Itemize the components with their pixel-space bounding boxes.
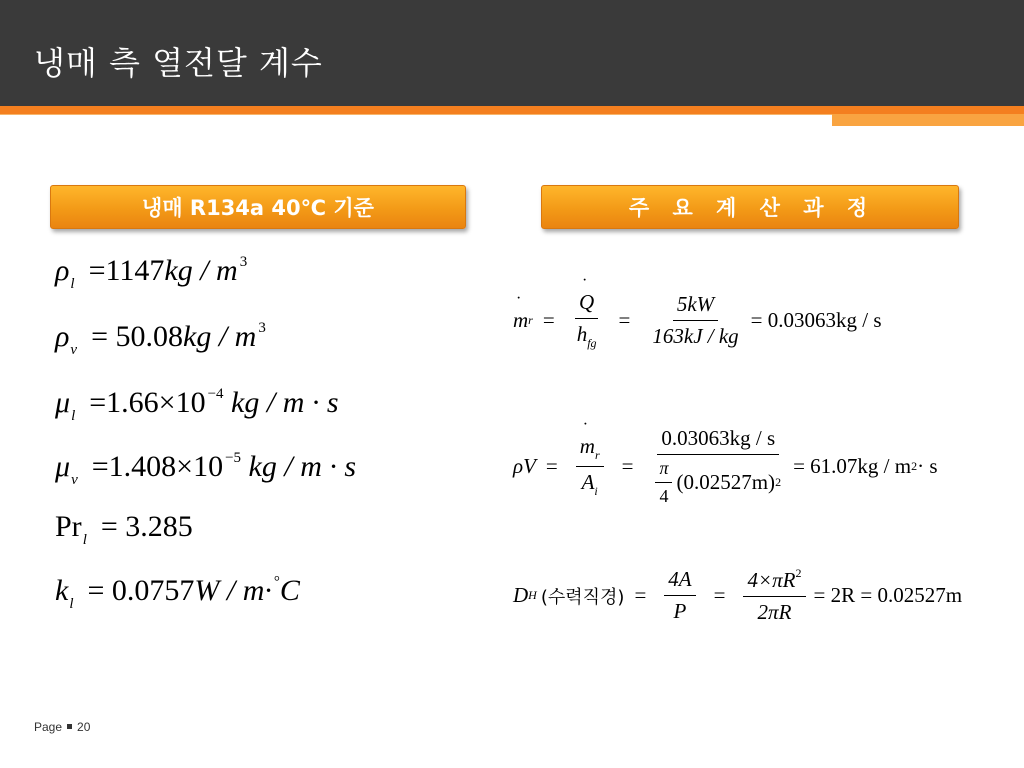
property-thermal-conductivity: $k_l = 0.0757W / m\cdot ^\circ C$ <box>55 574 300 612</box>
equation-hydraulic-diameter: D H (수력직경) = $\frac{4A}{P}$ = $\frac{4\times\pi R^2}{2\pi R}$ = 2R = 0.02527m <box>513 566 963 624</box>
slide-title: 냉매 측 열전달 계수 <box>34 44 323 82</box>
page-label: Page <box>34 720 63 734</box>
property-liquid-density: $\rho_l =1147kg / m$ $^3$ <box>55 254 248 292</box>
header-accent-block <box>832 114 1024 126</box>
equation-mass-flow-rate: · m r = · $\frac{Q}{h_{fg}}$ = $\frac{5kW}{163kJ / kg}$ = 0.03063kg / s <box>513 290 882 351</box>
equation-mass-flux: ρV = · $\frac{m_r}{A_i}$ = 0.03063kg / s $\frac{\pi}{4}$ (0.02527m) 2 = 61.07kg / m 2 · s <box>513 426 938 507</box>
bullet-icon <box>67 724 72 729</box>
fraction-area-over-perimeter: $\frac{4A}{P}$ <box>664 567 695 624</box>
header-accent-stripe <box>0 106 1024 114</box>
page-footer <box>34 720 90 734</box>
header-bar <box>0 0 1024 106</box>
header-accent-line <box>0 114 832 115</box>
fraction-flow-over-area: · $\frac{m_r}{A_i}$ <box>576 434 604 499</box>
fraction-flow-over-tube-area: 0.03063kg / s $\frac{\pi}{4}$ (0.02527m) 2 <box>651 426 785 507</box>
property-prandtl-number: $Pr_l = 3.285$ <box>55 510 193 548</box>
fraction-heat-over-latent: · $\frac{Q}{h_{fg}}$ <box>573 290 601 351</box>
page-number: 20 <box>77 720 91 734</box>
property-vapor-density: $\rho_v = 50.08kg / m$ $^3$ <box>55 320 266 358</box>
fraction-capacity-over-latent: $\frac{5kW}{163kJ / kg}$ <box>652 292 739 348</box>
fraction-circle-area-over-circumference: $\frac{4\times\pi R^2}{2\pi R}$ <box>743 566 805 625</box>
main-calculation-banner: 주 요 계 산 과 정 <box>541 185 959 229</box>
property-liquid-viscosity: $\mu_l =1.66\times 10$ $^{-4}$ kg / m · s <box>55 386 339 424</box>
property-vapor-viscosity: $\mu_v =1.408\times 10$ $^{-5}$ kg / m · s <box>55 450 357 488</box>
refrigerant-condition-banner: 냉매 R134a 40℃ 기준 <box>50 185 466 229</box>
